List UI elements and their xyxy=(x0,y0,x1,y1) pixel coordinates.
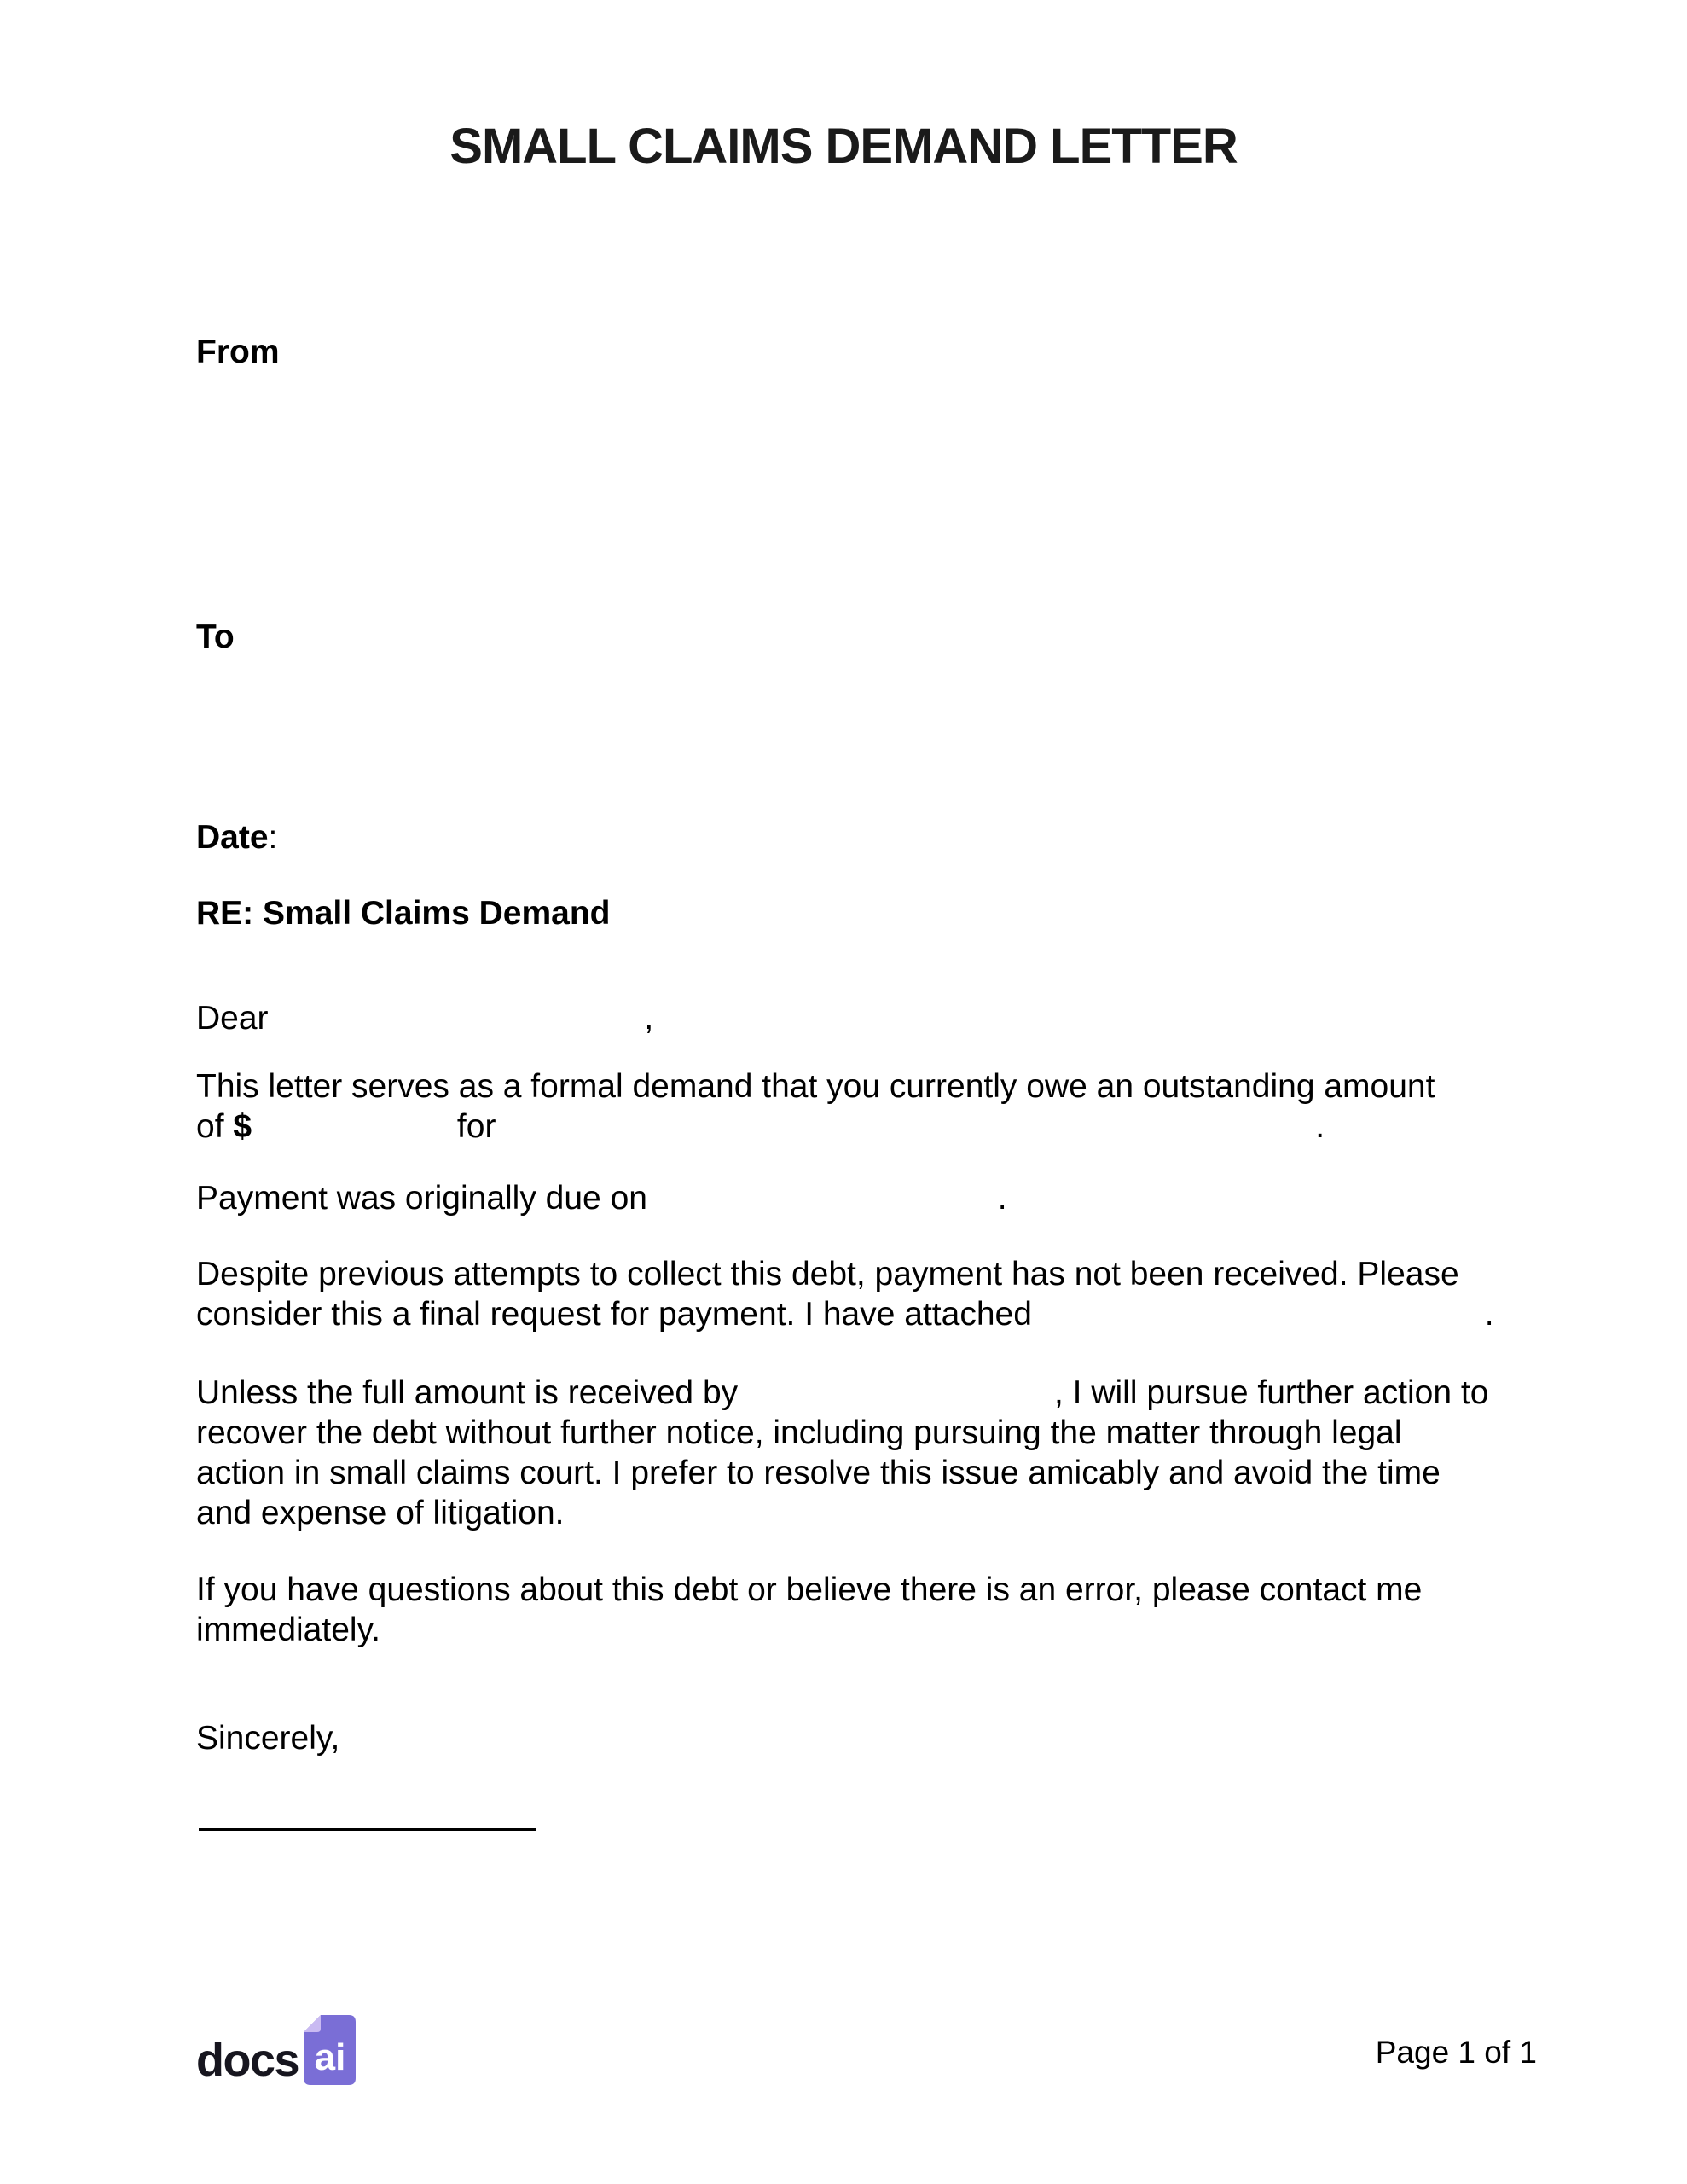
to-label: To xyxy=(196,619,235,655)
docsai-document-icon xyxy=(304,2015,356,2085)
paragraph-deadline-action xyxy=(196,1373,1510,1533)
dollar-sign: $ xyxy=(233,1108,252,1145)
document-title: SMALL CLAIMS DEMAND LETTER xyxy=(449,119,1238,174)
contact-text-1: If you have questions about this debt or believe there is an error, please contact me xyxy=(196,1571,1423,1608)
final-request-text-2: consider this a final request for payment. I have attached xyxy=(196,1296,1041,1333)
deadline-date-blank xyxy=(747,1395,1054,1403)
due-date-blank xyxy=(657,1200,998,1209)
recipient-name-blank xyxy=(277,1020,644,1029)
salutation-comma: , xyxy=(644,1000,654,1037)
date-label: Date xyxy=(196,819,269,856)
demand-text-2: of xyxy=(196,1108,234,1145)
deadline-text-5: and expense of litigation. xyxy=(196,1495,565,1531)
date-colon: : xyxy=(268,819,278,856)
due-date-period: . xyxy=(997,1180,1007,1217)
salutation-line xyxy=(196,998,1646,1038)
attachment-blank xyxy=(1041,1316,1485,1325)
deadline-text-1: Unless the full amount is received by xyxy=(196,1374,747,1411)
signature-line xyxy=(199,1828,536,1831)
final-request-period: . xyxy=(1484,1296,1494,1333)
docsai-logo-text: docs xyxy=(196,2035,299,2086)
deadline-text-3: recover the debt without further notice, including pursuing the matter through legal xyxy=(196,1414,1402,1451)
debt-reason-blank xyxy=(505,1129,1315,1137)
due-date-text: Payment was originally due on xyxy=(196,1180,657,1217)
salutation-word: Dear xyxy=(196,1000,278,1037)
demand-period: . xyxy=(1315,1108,1325,1145)
deadline-text-4: action in small claims court. I prefer to resolve this issue amicably and avoid the time xyxy=(196,1455,1441,1491)
docsai-logo xyxy=(196,2015,356,2085)
deadline-text-2: , I will pursue further action to xyxy=(1053,1374,1489,1411)
from-label: From xyxy=(196,334,280,370)
re-line: RE: Small Claims Demand xyxy=(196,895,611,932)
paragraph-final-request xyxy=(196,1254,1510,1334)
page-number: Page 1 of 1 xyxy=(1375,2035,1537,2070)
docsai-icon-label: ai xyxy=(314,2036,346,2078)
amount-blank xyxy=(252,1129,448,1137)
document-icon-fold xyxy=(304,2015,321,2032)
contact-text-2: immediately. xyxy=(196,1612,381,1648)
paragraph-demand-amount xyxy=(196,1066,1510,1147)
demand-text-3: for xyxy=(448,1108,506,1145)
final-request-text-1: Despite previous attempts to collect this debt, payment has not been received. Please xyxy=(196,1256,1459,1292)
date-line xyxy=(196,817,1646,857)
paragraph-contact xyxy=(196,1570,1510,1650)
closing-text: Sincerely, xyxy=(196,1720,340,1757)
demand-text-1: This letter serves as a formal demand that you currently owe an outstanding amount xyxy=(196,1068,1435,1105)
paragraph-due-date xyxy=(196,1178,1510,1218)
